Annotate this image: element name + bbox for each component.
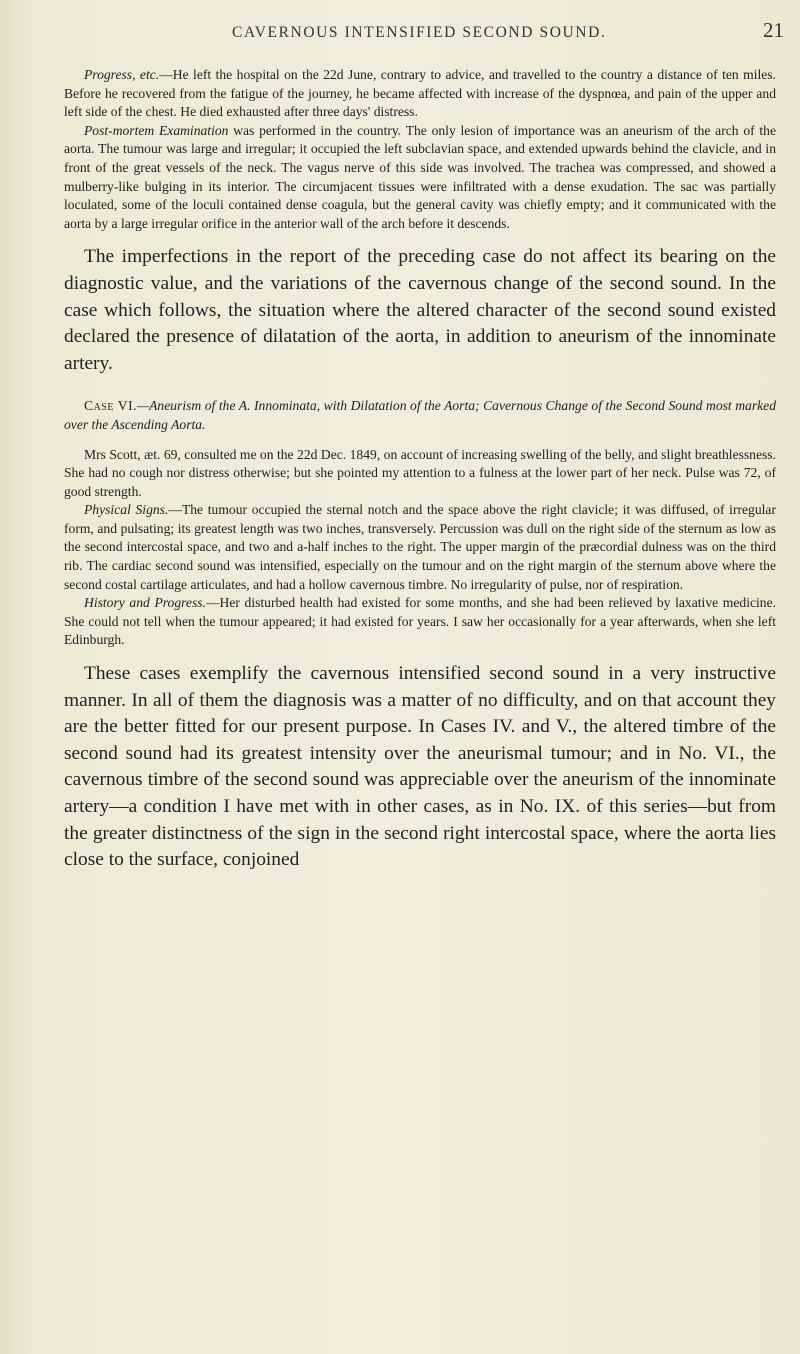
paragraph-post-mortem — [64, 122, 776, 234]
paragraph-text: was performed in the country. The only lesion of importance was an aneurism of the arch of the aorta. The tumour was large and irregular; it occupied the left subclavian space, and extended upwards behind the clavicle, and in front of the great vessels of the neck. The vagus nerve of this side was involved. The trachea was compressed, and showed a mulberry-like bulging in its interior. The circumjacent tissues were infiltrated with a dense exudation. The sac was partially loculated, some of the loculi contained dense coagula, but the general cavity was chiefly empty; and it communicated with the aorta by a large irregular orifice in the anterior wall of the arch before it descends. — [64, 122, 776, 231]
paragraph-text: —Her disturbed health had existed for some months, and she had been relieved by laxative medicine. She could not tell when the tumour appeared; it had existed for years. I saw her occasionally for a year afterwards, when she left Edinburgh. — [64, 595, 777, 648]
page-number: 21 — [763, 18, 784, 42]
paragraph-lead: Progress, etc. — [84, 67, 160, 82]
running-head: CAVERNOUS INTENSIFIED SECOND SOUND. — [232, 24, 607, 41]
page-body — [64, 66, 776, 874]
paragraph-lead: Physical Signs. — [84, 502, 169, 518]
paragraph-text: These cases exemplify the cavernous intensified second sound in a very instructive manner. In all of them the diagnosis was a matter of no difficulty, and on that account they are the better fitted for our present purpose. In Cases IV. and V., the altered timbre of the second sound had its greatest intensity over the aneurismal tumour; and in No. VI., the cavernous timbre of the second sound was appreciable over the aneurism of the innominate artery—a condition I have met with in other cases, as in No. IX. of this series—but from the greater distinctness of the sign in the second right intercostal space, where the aorta lies close to the surface, conjoined — [64, 663, 776, 871]
paragraph-physical-signs — [64, 501, 776, 594]
case-label: Case VI. — [84, 398, 138, 414]
page-header — [60, 10, 784, 44]
paragraph-patient — [64, 446, 776, 502]
paragraph-history — [64, 594, 776, 650]
paragraph-conclusion — [64, 661, 776, 874]
case-title: —Aneurism of the A. Innominata, with Dilatation of the Aorta; Cavernous Change of the Second Sound most marked over the Ascending Aorta. — [64, 398, 776, 432]
case-heading — [64, 397, 776, 434]
paragraph-text: The imperfections in the report of the preceding case do not affect its bearing on the diagnostic value, and the variations of the cavernous change of the second sound. In the case which follows, the situation where the altered character of the second sound existed declared the presence of dilatation of the aorta, in addition to aneurism of the innominate artery. — [64, 246, 776, 374]
paragraph-text: —He left the hospital on the 22d June, contrary to advice, and travelled to the country a distance of ten miles. Before he recovered from the fatigue of the journey, he became affected with increase of the dyspnœa, and pain of the upper and left side of the chest. He died exhausted after three days' distress. — [64, 67, 776, 120]
paragraph-commentary — [64, 244, 776, 377]
paragraph-lead: History and Progress. — [84, 595, 206, 611]
paragraph-progress — [64, 66, 776, 122]
paragraph-text: Mrs Scott, æt. 69, consulted me on the 22d Dec. 1849, on account of increasing swelling of the belly, and slight breathlessness. She had no cough nor distress otherwise; but she pointed my attention to a fulness at the lower part of her neck. Pulse was 72, of good strength. — [64, 446, 776, 499]
paragraph-text: —The tumour occupied the sternal notch and the space above the right clavicle; it was diffused, of irregular form, and pulsating; its greatest length was two inches, transversely. Percussion was dull on the right side of the sternum as low as the second intercostal space, and two and a-half inches to the right. The upper margin of the præcordial dulness was on the third rib. The cardiac second sound was intensified, especially on the tumour and on the right margin of the sternum above where the second costal cartilage articulates, and had a hollow cavernous timbre. No irregularity of pulse, nor of respiration. — [64, 502, 776, 592]
paragraph-lead: Post-mortem Examination — [84, 122, 229, 138]
